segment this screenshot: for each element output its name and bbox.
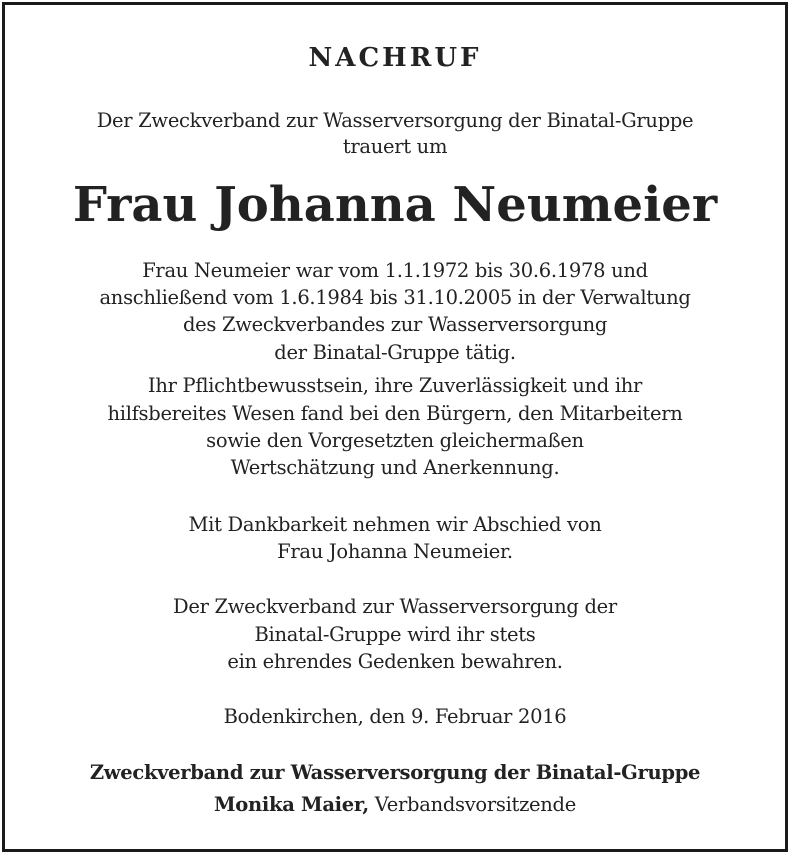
place-date: Bodenkirchen, den 9. Februar 2016 [223,705,567,728]
paragraph-1-line-2: anschließend vom 1.6.1984 bis 31.10.2005 in der Verwaltung [99,286,691,309]
paragraph-4-line-3: ein ehrendes Gedenken bewahren. [227,650,563,673]
signature-organization: Zweckverband zur Wasserversorgung der Binatal-Gruppe [89,761,701,784]
paragraph-3-line-1: Mit Dankbarkeit nehmen wir Abschied von [188,513,602,536]
paragraph-3-line-2: Frau Johanna Neumeier. [277,540,513,563]
paragraph-2-line-3: sowie den Vorgesetzten gleichermaßen [206,429,584,452]
signature-person [5,792,785,818]
notice-heading: NACHRUF [308,43,482,73]
paragraph-1-line-1: Frau Neumeier war vom 1.1.1972 bis 30.6.1978 und [142,259,648,282]
obituary-notice [2,2,788,852]
intro-line-2: trauert um [342,135,448,158]
paragraph-4-line-2: Binatal-Gruppe wird ihr stets [254,623,536,646]
paragraph-4-line-1: Der Zweckverband zur Wasserversorgung der [173,595,617,618]
deceased-name: Frau Johanna Neumeier [72,177,718,233]
paragraph-2-line-1: Ihr Pflichtbewusstsein, ihre Zuverlässigkeit und ihr [147,374,643,397]
paragraph-1-line-3: des Zweckverbandes zur Wasserversorgung [182,313,608,336]
intro-line-1: Der Zweckverband zur Wasserversorgung der Binatal-Gruppe [96,109,694,132]
paragraph-2-line-2: hilfsbereites Wesen fand bei den Bürgern, den Mitarbeitern [107,402,683,425]
signature-person-name: Monika Maier, [214,793,369,816]
paragraph-1-line-4: der Binatal-Gruppe tätig. [274,341,516,364]
paragraph-2-line-4: Wertschätzung und Anerkennung. [230,456,560,479]
signature-person-role: Verbandsvorsitzende [368,793,576,816]
